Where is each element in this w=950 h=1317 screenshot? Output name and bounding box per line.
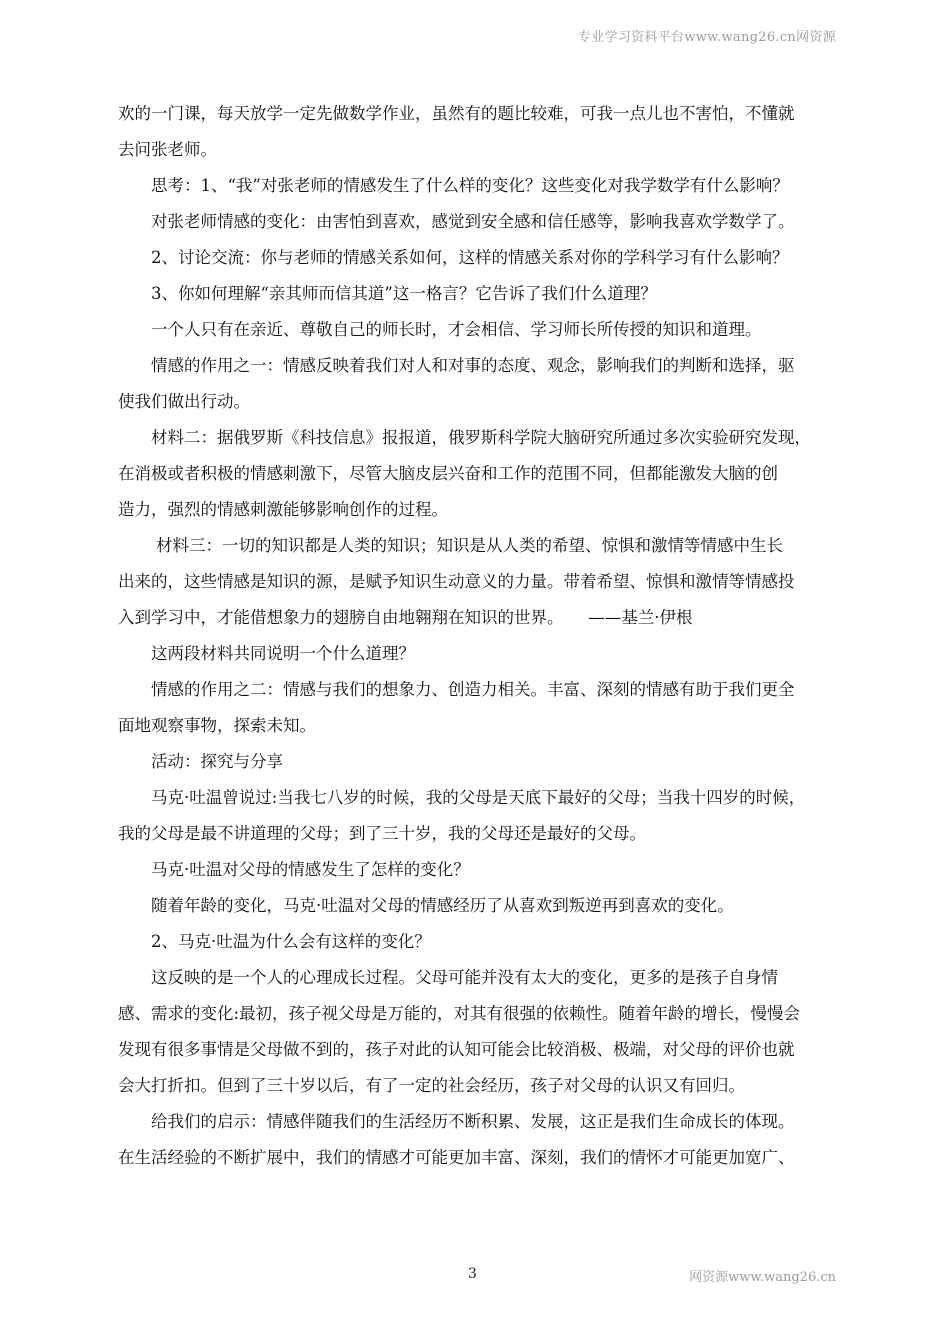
paragraph-line: 我的父母是最不讲道理的父母；到了三十岁，我的父母还是最好的父母。 bbox=[118, 824, 646, 843]
paragraph-line: 使我们做出行动。 bbox=[118, 392, 250, 411]
paragraph-line: 面地观察事物，探索未知。 bbox=[118, 716, 316, 735]
paragraph-line: 去问张老师。 bbox=[118, 140, 217, 159]
document-body bbox=[118, 96, 842, 1176]
paragraph-line: 对张老师情感的变化：由害怕到喜欢，感觉到安全感和信任感等，影响我喜欢学数学了。 bbox=[151, 212, 795, 231]
paragraph-line: 在消极或者积极的情感刺激下，尽管大脑皮层兴奋和工作的范围不同，但都能激发大脑的创 bbox=[118, 464, 778, 483]
paragraph-line: 材料二：据俄罗斯《科技信息》报报道，俄罗斯科学院大脑研究所通过多次实验研究发现， bbox=[151, 428, 811, 447]
page-number: 3 bbox=[468, 1266, 477, 1282]
paragraph-line: 思考：1、“我”对张老师的情感发生了什么样的变化？这些变化对我学数学有什么影响？ bbox=[151, 176, 789, 195]
paragraph-line: 这两段材料共同说明一个什么道理？ bbox=[151, 644, 415, 663]
paragraph-line: 发现有很多事情是父母做不到的，孩子对此的认知可能会比较消极、极端，对父母的评价也就 bbox=[118, 1040, 795, 1059]
paragraph-line: 感、需求的变化:最初，孩子视父母是万能的，对其有很强的依赖性。随着年龄的增长，慢慢会 bbox=[118, 1004, 801, 1023]
paragraph-line: 情感的作用之二：情感与我们的想象力、创造力相关。丰富、深刻的情感有助于我们更全 bbox=[151, 680, 795, 699]
paragraph-line: 材料三：一切的知识都是人类的知识；知识是从人类的希望、惊惧和激情等情感中生长 bbox=[156, 536, 783, 555]
paragraph-line: 2、马克·吐温为什么会有这样的变化？ bbox=[151, 932, 431, 951]
paragraph-line: 给我们的启示：情感伴随我们的生活经历不断积累、发展，这正是我们生命成长的体现。 bbox=[151, 1112, 795, 1131]
paragraph-line: 出来的，这些情感是知识的源，是赋予知识生动意义的力量。带着希望、惊惧和激情等情感投 bbox=[118, 572, 795, 591]
paragraph-line: 入到学习中，才能借想象力的翅膀自由地翱翔在知识的世界。 ——基兰·伊根 bbox=[118, 608, 693, 627]
paragraph-line: 马克·吐温对父母的情感发生了怎样的变化？ bbox=[151, 860, 470, 879]
paragraph-line: 这反映的是一个人的心理成长过程。父母可能并没有太大的变化，更多的是孩子自身情 bbox=[151, 968, 778, 987]
paragraph-line: 活动：探究与分享 bbox=[151, 752, 283, 771]
paragraph-line: 2、讨论交流：你与老师的情感关系如何，这样的情感关系对你的学科学习有什么影响？ bbox=[151, 248, 789, 267]
paragraph-line: 在生活经验的不断扩展中，我们的情感才可能更加丰富、深刻，我们的情怀才可能更加宽广、 bbox=[118, 1148, 795, 1167]
paragraph-line: 造力，强烈的情感刺激能够影响创作的过程。 bbox=[118, 500, 448, 519]
paragraph-line: 一个人只有在亲近、尊敬自己的师长时，才会相信、学习师长所传授的知识和道理。 bbox=[151, 320, 762, 339]
page-header: 专业学习资料平台www.wang26.cn网资源 bbox=[577, 30, 836, 45]
paragraph-line: 3、你如何理解“亲其师而信其道”这一格言？它告诉了我们什么道理？ bbox=[151, 284, 657, 303]
paragraph-line: 随着年龄的变化，马克·吐温对父母的情感经历了从喜欢到叛逆再到喜欢的变化。 bbox=[151, 896, 734, 915]
paragraph-line: 情感的作用之一：情感反映着我们对人和对事的态度、观念，影响我们的判断和选择，驱 bbox=[151, 356, 795, 375]
footer-source: 网资源www.wang26.cn bbox=[689, 1270, 836, 1285]
paragraph-line: 欢的一门课，每天放学一定先做数学作业，虽然有的题比较难，可我一点儿也不害怕，不懂就 bbox=[118, 104, 795, 123]
paragraph-line: 马克·吐温曾说过:当我七八岁的时候，我的父母是天底下最好的父母；当我十四岁的时候， bbox=[151, 788, 806, 807]
paragraph-line: 会大打折扣。但到了三十岁以后，有了一定的社会经历，孩子对父母的认识又有回归。 bbox=[118, 1076, 745, 1095]
